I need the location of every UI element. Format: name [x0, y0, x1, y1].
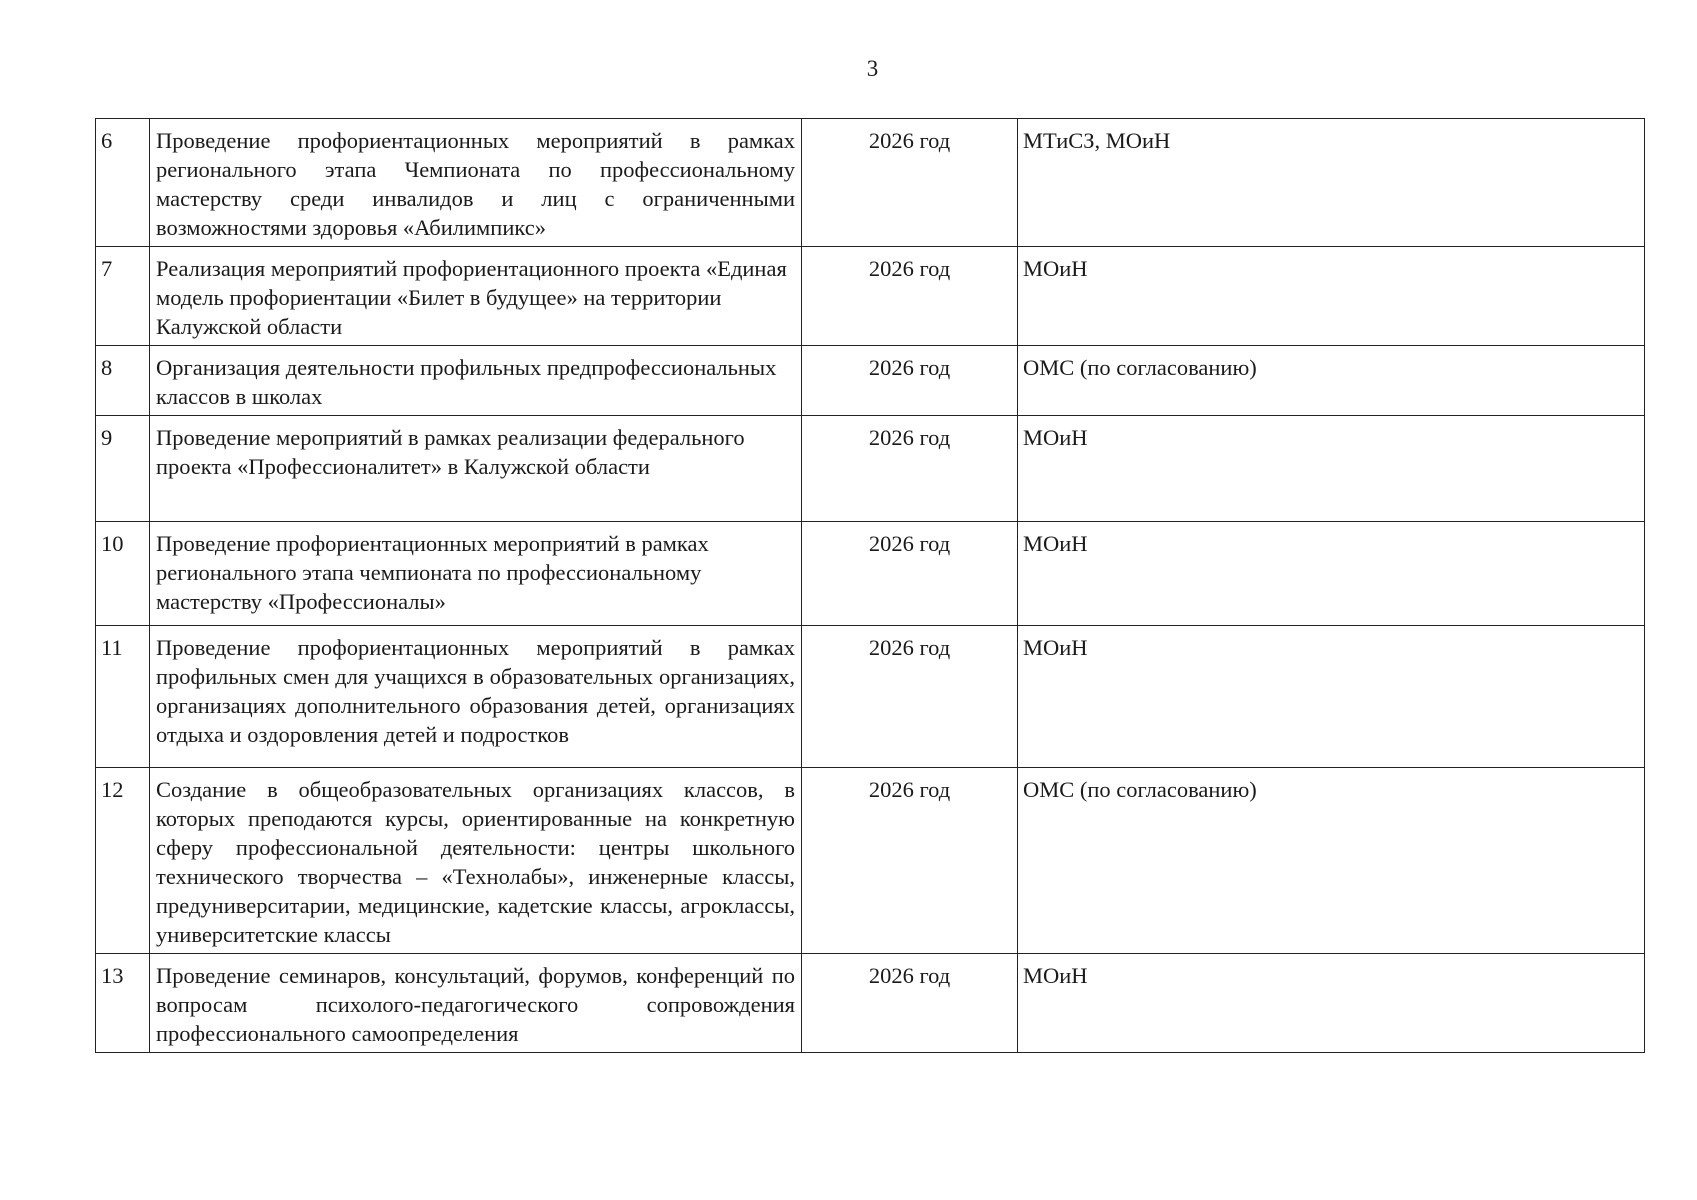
activity-year: 2026 год: [802, 416, 1018, 522]
table-row: [96, 247, 1645, 346]
activity-description: Реализация мероприятий профориентационного проекта «Единая модель профориентации «Билет в будущее» на территории Калужской области: [150, 247, 802, 346]
activity-year: 2026 год: [802, 522, 1018, 626]
activity-year: 2026 год: [802, 768, 1018, 954]
responsible-party: МОиН: [1018, 522, 1645, 626]
activity-description: Проведение профориентационных мероприятий в рамках профильных смен для учащихся в образовательных организациях, организациях дополнительного образования детей, организациях отдыха и оздоровления детей и подростков: [150, 626, 802, 768]
table-row: [96, 954, 1645, 1053]
row-number: 6: [96, 119, 150, 247]
activity-description: Проведение мероприятий в рамках реализации федерального проекта «Профессионалитет» в Калужской области: [150, 416, 802, 522]
activity-year: 2026 год: [802, 247, 1018, 346]
responsible-party: МТиСЗ, МОиН: [1018, 119, 1645, 247]
row-number: 8: [96, 346, 150, 416]
activity-description: Проведение профориентационных мероприятий в рамках регионального этапа Чемпионата по профессиональному мастерству среди инвалидов и лиц с ограниченными возможностями здоровья «Абилимпикс»: [150, 119, 802, 247]
responsible-party: МОиН: [1018, 247, 1645, 346]
table-row: [96, 416, 1645, 522]
responsible-party: ОМС (по согласованию): [1018, 346, 1645, 416]
row-number: 9: [96, 416, 150, 522]
row-number: 10: [96, 522, 150, 626]
row-number: 7: [96, 247, 150, 346]
responsible-party: ОМС (по согласованию): [1018, 768, 1645, 954]
responsible-party: МОиН: [1018, 416, 1645, 522]
activity-year: 2026 год: [802, 346, 1018, 416]
activity-year: 2026 год: [802, 954, 1018, 1053]
activity-description: Создание в общеобразовательных организациях классов, в которых преподаются курсы, ориентированные на конкретную сферу профессиональной деятельности: центры школьного технического творчества – «Технолабы», инженерные классы, предуниверситарии, медицинские, кадетские классы, агроклассы, университетские классы: [150, 768, 802, 954]
activity-description: Проведение семинаров, консультаций, форумов, конференций по вопросам психолого-педагогического сопровождения профессионального самоопределения: [150, 954, 802, 1053]
table-row: [96, 626, 1645, 768]
table-row: [96, 522, 1645, 626]
activity-year: 2026 год: [802, 119, 1018, 247]
activity-description: Организация деятельности профильных предпрофессиональных классов в школах: [150, 346, 802, 416]
activity-year: 2026 год: [802, 626, 1018, 768]
row-number: 13: [96, 954, 150, 1053]
responsible-party: МОиН: [1018, 626, 1645, 768]
row-number: 12: [96, 768, 150, 954]
activity-description: Проведение профориентационных мероприятий в рамках регионального этапа чемпионата по профессиональному мастерству «Профессионалы»: [150, 522, 802, 626]
table-row: [96, 119, 1645, 247]
row-number: 11: [96, 626, 150, 768]
table-row: [96, 768, 1645, 954]
responsible-party: МОиН: [1018, 954, 1645, 1053]
page-number: 3: [866, 56, 879, 81]
activities-table: [95, 118, 1645, 1053]
table-row: [96, 346, 1645, 416]
